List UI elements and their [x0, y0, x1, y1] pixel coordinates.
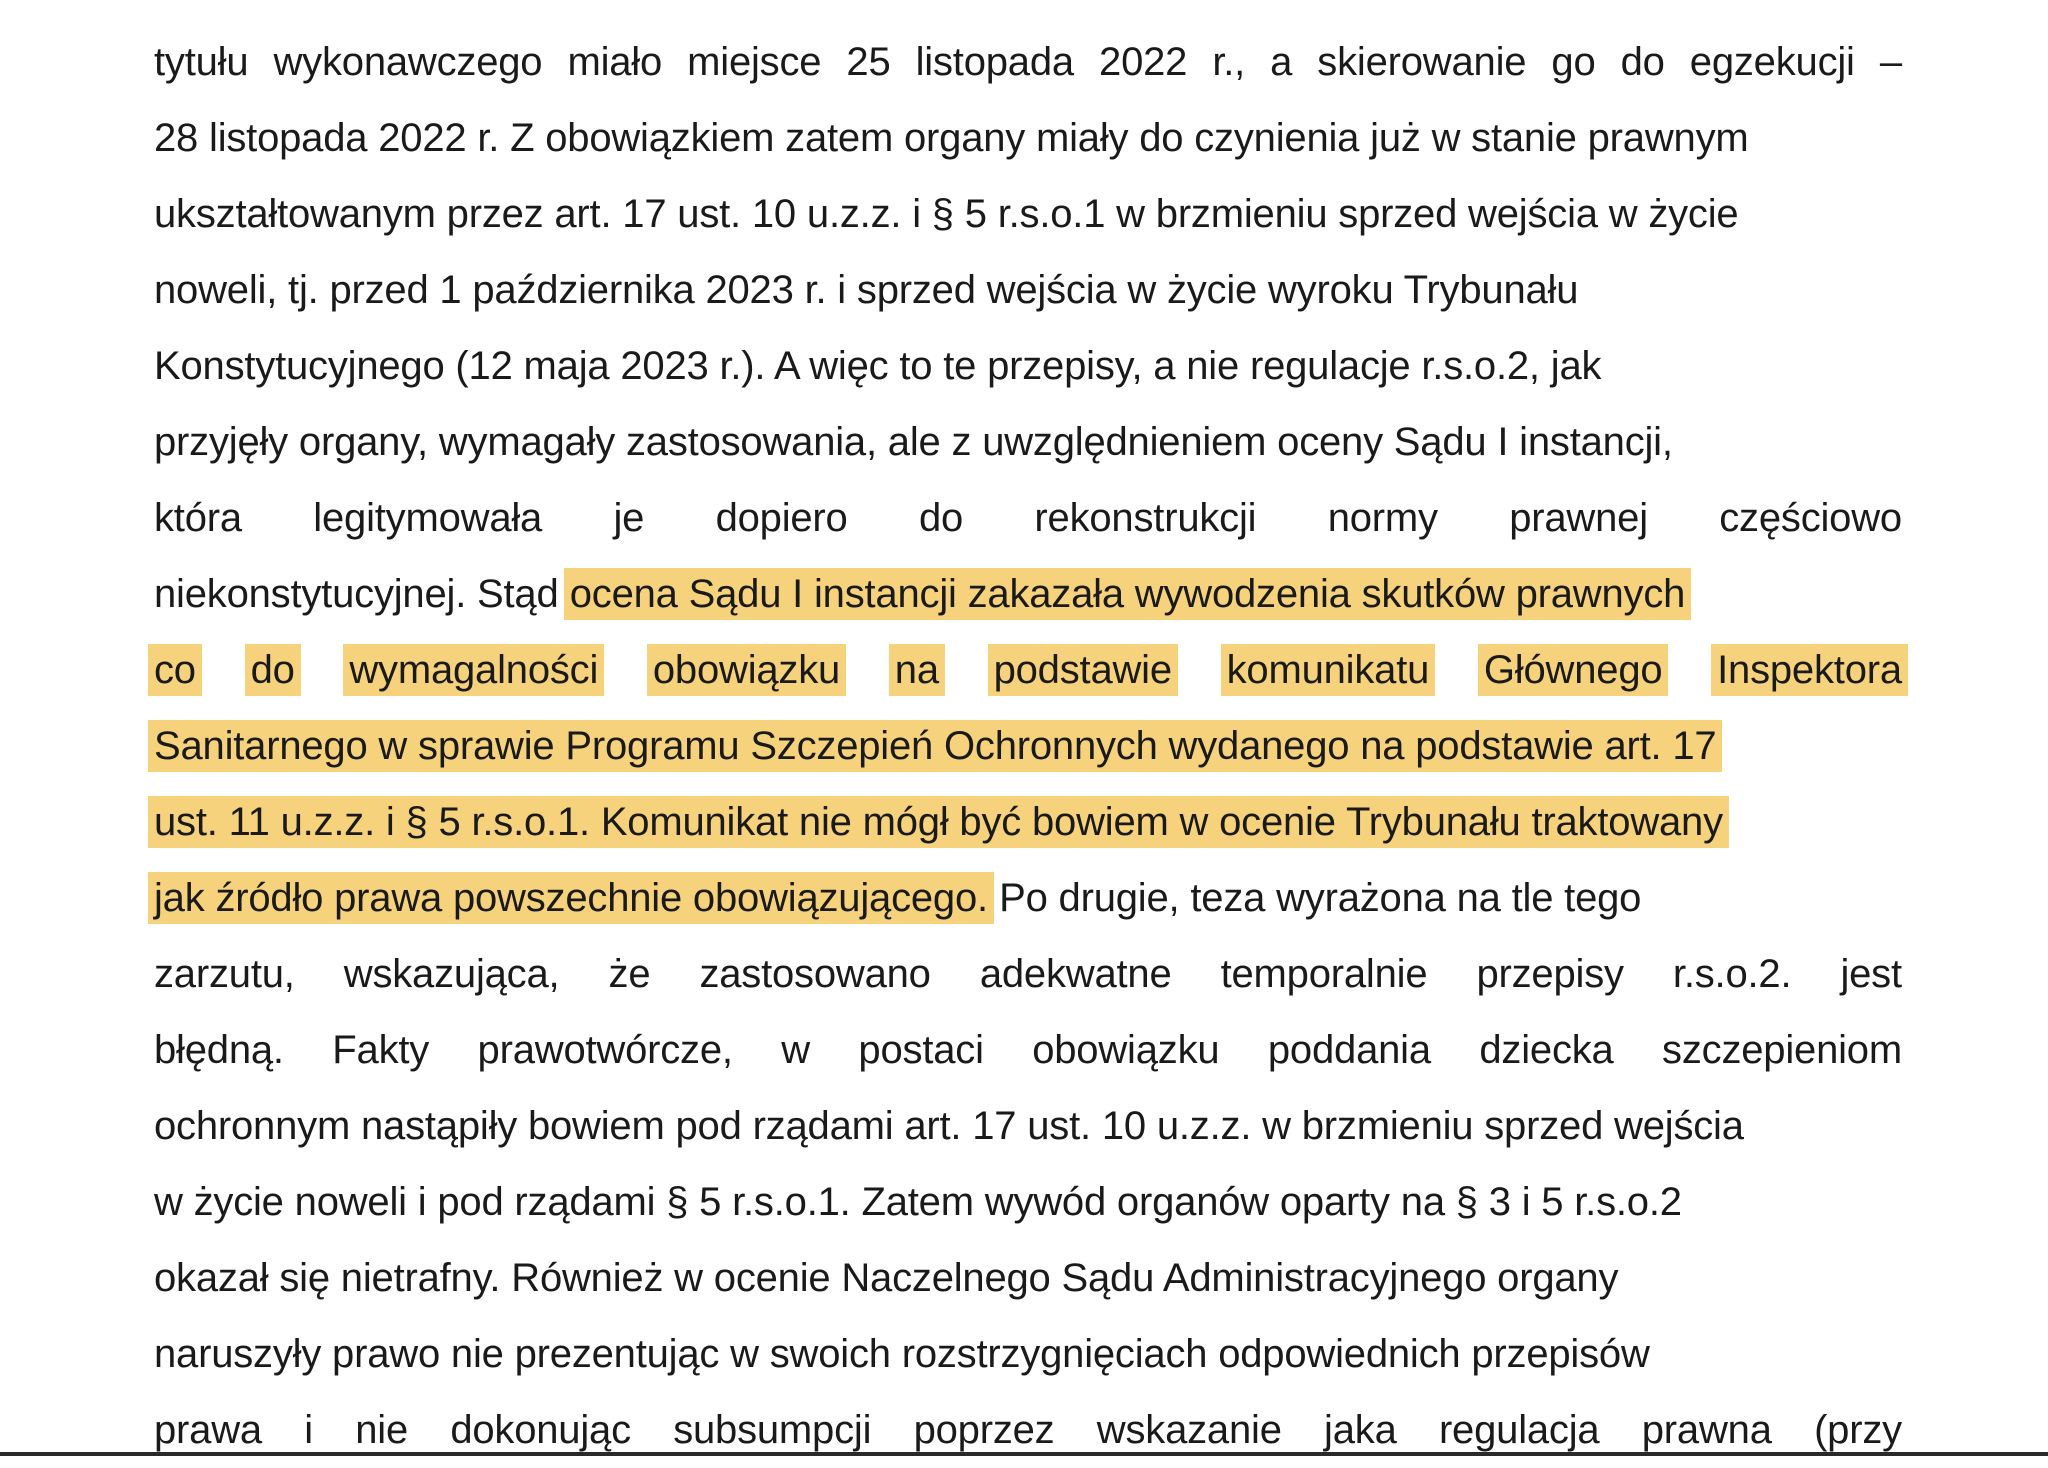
text-word: Głównego — [1483, 648, 1663, 692]
text-word: poprzez — [913, 1408, 1055, 1452]
text-segment: w życie noweli i pod rządami § 5 r.s.o.1. Zatem wywód organów oparty na § 3 i 5 r.s.o.2 — [154, 1180, 1682, 1224]
text-word: podstawie — [993, 648, 1172, 692]
text-segment: 28 listopada 2022 r. Z obowiązkiem zatem organy miały do czynienia już w stanie prawnym — [154, 116, 1749, 160]
text-line — [154, 328, 1902, 404]
text-segment: ochronnym nastąpiły bowiem pod rządami art. 17 ust. 10 u.z.z. w brzmieniu sprzed wejścia — [154, 1104, 1744, 1148]
text-word: że — [608, 952, 651, 996]
text-word: komunikatu — [1226, 648, 1430, 692]
text-line — [154, 556, 1902, 632]
text-segment: Konstytucyjnego (12 maja 2023 r.). A więc to te przepisy, a nie regulacje r.s.o.2, jak — [154, 344, 1602, 388]
text-line — [154, 1240, 1902, 1316]
text-segment: ukształtowanym przez art. 17 ust. 10 u.z.z. i § 5 r.s.o.1 w brzmieniu sprzed wejścia w życie — [154, 192, 1739, 236]
text-word: na — [894, 648, 939, 692]
text-line — [154, 936, 1902, 1012]
text-word: prawna — [1641, 1408, 1772, 1452]
text-word: szczepieniom — [1662, 1028, 1902, 1072]
text-word: prawotwórcze, — [477, 1028, 733, 1072]
text-word: normy — [1327, 496, 1438, 540]
text-word: postaci — [858, 1028, 984, 1072]
text-segment: niekonstytucyjnej. Stąd — [154, 572, 559, 616]
text-word: miało — [567, 40, 663, 84]
text-word: częściowo — [1719, 496, 1902, 540]
page-bottom-edge — [0, 1452, 2048, 1456]
text-line — [154, 860, 1902, 936]
text-word: dokonując — [450, 1408, 631, 1452]
text-line — [154, 784, 1902, 860]
text-word: nie — [355, 1408, 409, 1452]
text-word: wymagalności — [349, 648, 599, 692]
text-word: legitymowała — [313, 496, 543, 540]
text-word: skierowanie — [1317, 40, 1527, 84]
text-word: która — [154, 496, 242, 540]
text-segment: okazał się nietrafny. Również w ocenie Naczelnego Sądu Administracyjnego organy — [154, 1256, 1619, 1300]
text-line — [154, 252, 1902, 328]
highlighted-text: ocena Sądu I instancji zakazała wywodzenia skutków prawnych — [569, 572, 1686, 616]
text-word: subsumpcji — [673, 1408, 872, 1452]
text-word: r.s.o.2. — [1672, 952, 1792, 996]
text-word: dopiero — [715, 496, 848, 540]
text-word: egzekucji — [1689, 40, 1855, 84]
text-word: zastosowano — [699, 952, 931, 996]
text-word: obowiązku — [652, 648, 841, 692]
text-word: (przy — [1814, 1408, 1902, 1452]
text-word: w — [781, 1028, 810, 1072]
highlighted-text: Sanitarnego w sprawie Programu Szczepień Ochronnych wydanego na podstawie art. 17 — [154, 724, 1717, 768]
text-line — [154, 632, 1902, 708]
text-word: dziecka — [1479, 1028, 1614, 1072]
text-line — [154, 1316, 1902, 1392]
text-word: i — [304, 1408, 313, 1452]
text-word: do — [918, 496, 964, 540]
text-line — [154, 480, 1902, 556]
text-segment: naruszyły prawo nie prezentując w swoich rozstrzygnięciach odpowiednich przepisów — [154, 1332, 1650, 1376]
text-word: go — [1551, 40, 1596, 84]
text-segment: Po drugie, teza wyrażona na tle tego — [999, 876, 1642, 920]
text-word: co — [154, 648, 196, 692]
document-body — [154, 24, 1902, 1468]
text-word: 2022 — [1099, 40, 1188, 84]
text-line — [154, 708, 1902, 784]
text-segment: noweli, tj. przed 1 października 2023 r. i sprzed wejścia w życie wyroku Trybunału — [154, 268, 1579, 312]
text-segment: przyjęły organy, wymagały zastosowania, ale z uwzględnieniem oceny Sądu I instancji, — [154, 420, 1673, 464]
text-line — [154, 100, 1902, 176]
text-word: jest — [1840, 952, 1902, 996]
text-word: wskazanie — [1096, 1408, 1282, 1452]
text-word: 25 — [846, 40, 891, 84]
text-line — [154, 1012, 1902, 1088]
text-word: wykonawczego — [273, 40, 543, 84]
text-line — [154, 176, 1902, 252]
text-word: listopada — [915, 40, 1074, 84]
text-word: jaka — [1324, 1408, 1397, 1452]
text-word: do — [1620, 40, 1665, 84]
text-word: – — [1879, 40, 1902, 84]
text-word: miejsce — [687, 40, 822, 84]
text-word: temporalnie — [1220, 952, 1428, 996]
text-line — [154, 1088, 1902, 1164]
text-word: zarzutu, — [154, 952, 295, 996]
text-word: wskazująca, — [343, 952, 560, 996]
text-word: je — [613, 496, 645, 540]
text-word: rekonstrukcji — [1034, 496, 1257, 540]
text-line — [154, 1392, 1902, 1468]
text-word: błędną. — [154, 1028, 284, 1072]
text-line — [154, 404, 1902, 480]
text-word: Inspektora — [1717, 648, 1902, 692]
text-word: poddania — [1267, 1028, 1431, 1072]
text-word: prawnej — [1509, 496, 1648, 540]
text-word: tytułu — [154, 40, 249, 84]
text-word: r., — [1212, 40, 1246, 84]
text-word: regulacja — [1438, 1408, 1600, 1452]
text-word: Fakty — [332, 1028, 430, 1072]
text-word: prawa — [154, 1408, 262, 1452]
text-word: przepisy — [1476, 952, 1624, 996]
text-word: do — [250, 648, 295, 692]
text-word: a — [1270, 40, 1293, 84]
highlighted-text: ust. 11 u.z.z. i § 5 r.s.o.1. Komunikat nie mógł być bowiem w ocenie Trybunału traktowany — [154, 800, 1723, 844]
text-line — [154, 24, 1902, 100]
text-word: obowiązku — [1032, 1028, 1220, 1072]
text-line — [154, 1164, 1902, 1240]
text-word: adekwatne — [979, 952, 1172, 996]
highlighted-text: jak źródło prawa powszechnie obowiązującego. — [154, 876, 988, 920]
